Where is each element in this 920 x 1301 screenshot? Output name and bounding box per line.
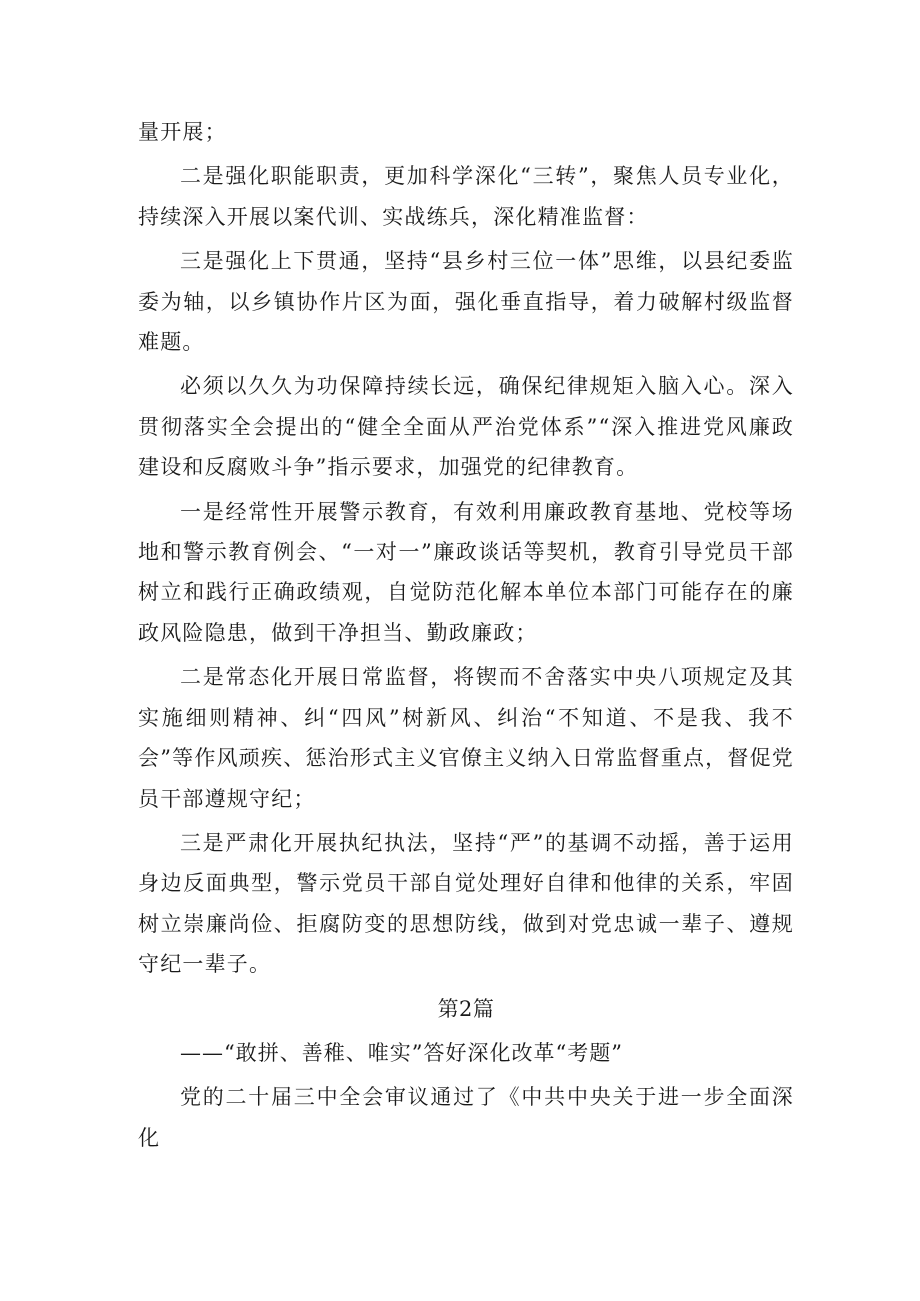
section-opening-paragraph: 党的二十届三中全会审议通过了《中共中央关于进一步全面深化 — [138, 1085, 794, 1150]
section-heading: 第2篇 — [437, 996, 495, 1021]
paragraph-point-two: 二是强化职能职责，更加科学深化“三转”，聚焦人员专业化，持续深入开展以案代训、实战练兵，深化精准监督： — [138, 164, 794, 229]
paragraph-enforcement: 三是严肃化开展执纪执法，坚持“严”的基调不动摇，善于运用身边反面典型，警示党员干部自觉处理好自律和他律的关系，牢固树立崇廉尚俭、拒腐防变的思想防线，做到对党忠诚一辈子、遵规守纪一辈子。 — [138, 830, 794, 977]
paragraph-warning-education: 一是经常性开展警示教育，有效利用廉政教育基地、党校等场地和警示教育例会、“一对一”廉政谈话等契机，教育引导党员干部树立和践行正确政绩观，自觉防范化解本单位本部门可能存在的廉政风险隐患，做到干净担当、勤政廉政； — [138, 499, 794, 645]
paragraph-daily-supervision: 二是常态化开展日常监督，将锲而不舍落实中央八项规定及其实施细则精神、纠“四风”树新风、纠治“不知道、不是我、我不会”等作风顽疾、惩治形式主义官僚主义纳入日常监督重点，督促党员干部遵规守纪； — [138, 665, 794, 811]
section-subtitle: ——“敢拼、善稚、唯实”答好深化改革“考题” — [180, 1040, 623, 1065]
document-body — [138, 112, 794, 1162]
paragraph-continued: 量开展； — [138, 120, 227, 144]
paragraph-point-three: 三是强化上下贯通，坚持“县乡村三位一体”思维，以县纪委监委为轴，以乡镇协作片区为面，强化垂直指导，着力破解村级监督难题。 — [138, 249, 794, 355]
paragraph-discipline-education: 必须以久久为功保障持续长远，确保纪律规矩入脑入心。深入贯彻落实全会提出的“健全全面从严治党体系”“深入推进党风廉政建设和反腐败斗争”指示要求，加强党的纪律教育。 — [138, 374, 794, 480]
